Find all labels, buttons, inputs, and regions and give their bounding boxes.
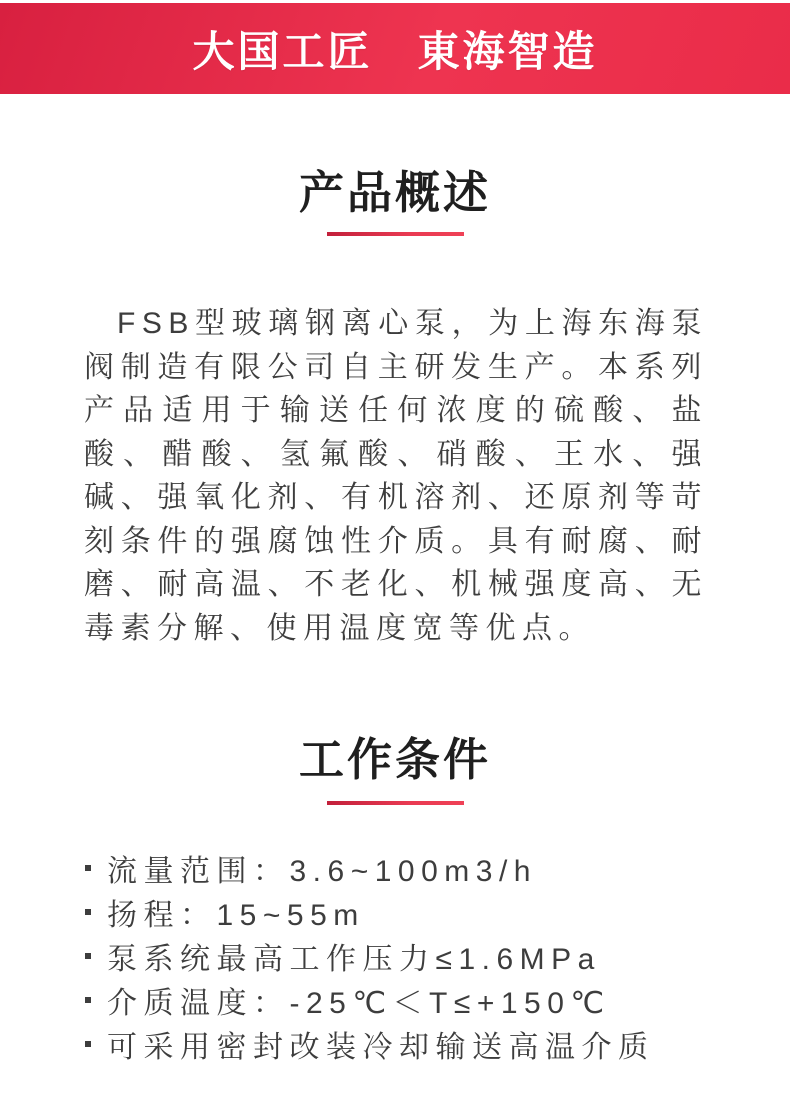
banner-title: 大国工匠 東海智造 (192, 27, 598, 75)
section-title-working-conditions: 工作条件 (298, 734, 491, 785)
section-title-product-overview: 产品概述 (298, 167, 491, 218)
bullet-dot-icon (85, 997, 91, 1003)
bullet-dot-icon (85, 1041, 91, 1047)
section-header-product-overview (0, 167, 790, 236)
title-underline (327, 801, 464, 805)
list-item (84, 890, 724, 934)
condition-max-pressure: 泵系统最高工作压力≤1.6MPa (107, 943, 601, 976)
bullet-dot-icon (85, 865, 91, 871)
list-item (84, 978, 724, 1022)
list-item (84, 1022, 724, 1066)
working-conditions-list (84, 846, 724, 1066)
condition-flow-range: 流量范围：3.6~100m3/h (107, 855, 537, 888)
bullet-dot-icon (85, 909, 91, 915)
condition-seal-modification: 可采用密封改装冷却输送高温介质 (107, 1031, 655, 1064)
title-underline (327, 232, 464, 236)
condition-medium-temperature: 介质温度：-25℃＜T≤+150℃ (107, 987, 611, 1020)
list-item (84, 846, 724, 890)
product-description: FSB型玻璃钢离心泵，为上海东海泵阀制造有限公司自主研发生产。本系列产品适用于输送任何浓度的硫酸、盐酸、醋酸、氢氟酸、硝酸、王水、强碱、强氧化剂、有机溶剂、还原剂等苛刻条件的强腐蚀性介质。具有耐腐、耐磨、耐高温、不老化、机械强度高、无毒素分解、使用温度宽等优点。 (84, 307, 708, 645)
bullet-dot-icon (85, 953, 91, 959)
header-banner (0, 3, 790, 94)
list-item (84, 934, 724, 978)
section-header-working-conditions (0, 734, 790, 805)
condition-head: 扬程：15~55m (107, 899, 365, 932)
